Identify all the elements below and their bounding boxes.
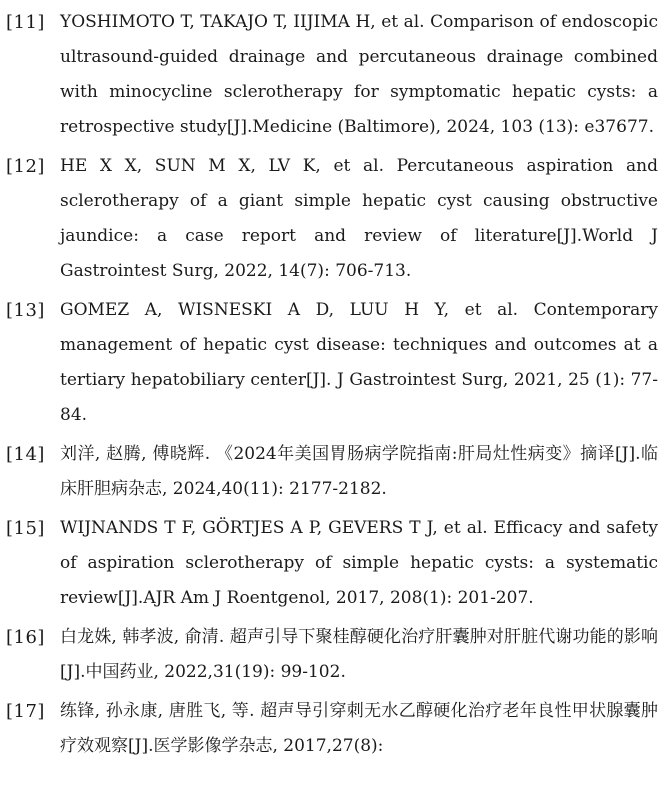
reference-entry	[6, 694, 658, 764]
reference-number: [16]	[6, 627, 45, 648]
reference-text: GOMEZ A, WISNESKI A D, LUU H Y, et al. Contemporary management of hepatic cyst disease: techniques and outcomes at a tertiary hepatobiliary center[J]. J Gastrointest Surg, 2021, 25 (1): 77-84.	[60, 300, 658, 425]
reference-text: HE X X, SUN M X, LV K, et al. Percutaneous aspiration and sclerotherapy of a giant simple hepatic cyst causing obstructive jaundice: a case report and review of literature[J].World J Gastrointest Surg, 2022, 14(7): 706-713.	[60, 156, 658, 281]
reference-number: [12]	[6, 156, 45, 177]
reference-entry	[6, 293, 658, 433]
reference-entry	[6, 620, 658, 690]
reference-number: [15]	[6, 518, 45, 539]
reference-number: [11]	[6, 12, 45, 33]
reference-text: 白龙姝, 韩孝波, 俞清. 超声引导下聚桂醇硬化治疗肝囊肿对肝脏代谢功能的影响[J].中国药业, 2022,31(19): 99-102.	[60, 627, 658, 682]
reference-entry	[6, 511, 658, 616]
reference-text: 练锋, 孙永康, 唐胜飞, 等. 超声导引穿刺无水乙醇硬化治疗老年良性甲状腺囊肿疗效观察[J].医学影像学杂志, 2017,27(8):	[60, 701, 658, 756]
reference-number: [14]	[6, 444, 45, 465]
reference-text: 刘洋, 赵腾, 傅晓辉. 《2024年美国胃肠病学院指南:肝局灶性病变》摘译[J].临床肝胆病杂志, 2024,40(11): 2177-2182.	[60, 444, 658, 499]
reference-entry	[6, 437, 658, 507]
reference-number: [13]	[6, 300, 45, 321]
reference-text: WIJNANDS T F, GÖRTJES A P, GEVERS T J, et al. Efficacy and safety of aspiration sclerotherapy of simple hepatic cysts: a systematic review[J].AJR Am J Roentgenol, 2017, 208(1): 201-207.	[60, 518, 658, 608]
reference-entry	[6, 5, 658, 145]
reference-entry	[6, 149, 658, 289]
reference-number: [17]	[6, 701, 45, 722]
reference-list	[6, 5, 658, 768]
reference-text: YOSHIMOTO T, TAKAJO T, IIJIMA H, et al. Comparison of endoscopic ultrasound-guided drainage and percutaneous drainage combined with minocycline sclerotherapy for symptomatic hepatic cysts: a retrospective study[J].Medicine (Baltimore), 2024, 103 (13): e37677.	[60, 12, 658, 137]
